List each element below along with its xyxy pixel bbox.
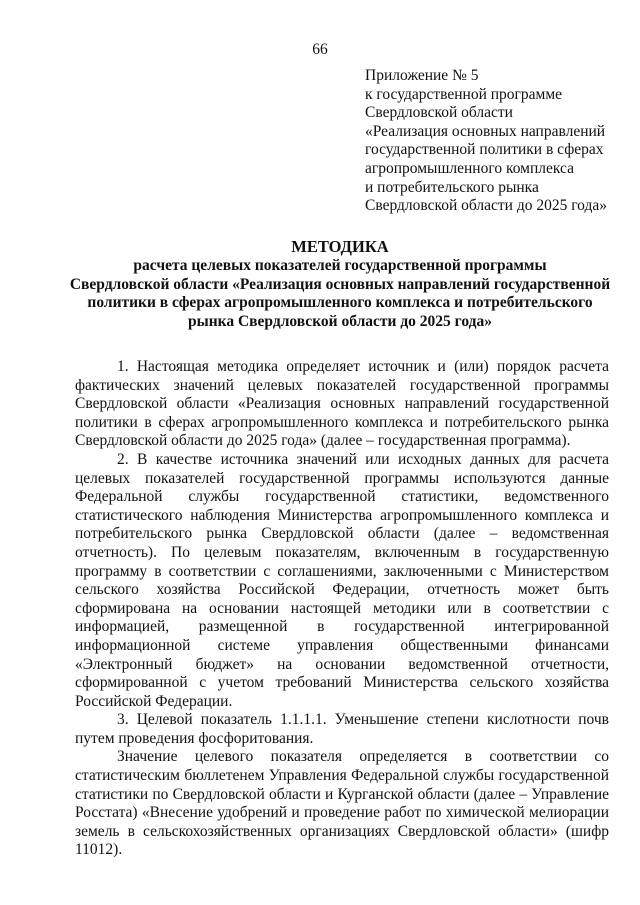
appendix-block: [365, 67, 625, 216]
document-body: [75, 358, 609, 860]
appendix-line: Приложение № 5: [365, 67, 479, 84]
title-line: рынка Свердловской области до 2025 года»: [188, 313, 492, 331]
paragraph-3: 3. Целевой показатель 1.1.1.1. Уменьшение степени кислотности почв путем проведения фосфоритования.: [75, 711, 609, 747]
page-number: 66: [312, 41, 328, 58]
appendix-line: агропромышленного комплекса: [365, 159, 574, 177]
paragraph-1: 1. Настоящая методика определяет источник и (или) порядок расчета фактических значений целевых показателей государственной программы Свердловской области «Реализация основных направлений государственной политики в сферах агропромышленного комплекса и потребительского рынка Свердловской области до 2025 года» (далее – государственная программа).: [75, 358, 609, 450]
appendix-line: «Реализация основных направлений: [365, 122, 606, 140]
appendix-line: Свердловской области до 2025 года»: [365, 197, 607, 215]
paragraph-2: 2. В качестве источника значений или исходных данных для расчета целевых показателей государственной программы используются данные Федеральной службы государственной статистики, ведомственного статистического наблюдения Министерства агропромышленного комплекса и потребительского рынка Свердловской области (далее – ведомственная отчетность). По целевым показателям, включенным в государственную программу в соответствии с соглашениями, заключенными с Министерством сельского хозяйства Российской Федерации, отчетность может быть сформирована на основании настоящей методики или в соответствии с информацией, размещенной в государственной интегрированной информационной системе управления общественными финансами «Электронный бюджет» на основании ведомственной отчетности, сформированной с учетом требований Министерства сельского хозяйства Российской Федерации.: [75, 450, 609, 710]
title-line: расчета целевых показателей государственной программы: [133, 256, 547, 274]
title-line: политики в сферах агропромышленного комплекса и потребительского: [87, 294, 593, 312]
appendix-line: к государственной программе: [365, 85, 563, 103]
appendix-line: государственной политики в сферах: [365, 141, 604, 159]
paragraph-4: Значение целевого показателя определяется в соответствии со статистическим бюллетенем Управления Федеральной службы государственной статистики по Свердловской области и Курганской области (далее – Управление Росстата) «Внесение удобрений и проведение работ по химической мелиорации земель в сельскохозяйственных организациях Свердловской области» (шифр 11012).: [75, 748, 609, 859]
document-title: [60, 238, 620, 332]
appendix-line: Свердловской области: [365, 104, 513, 122]
title-line: Свердловской области «Реализация основных направлений государственной: [69, 275, 611, 293]
appendix-line: и потребительского рынка: [365, 178, 539, 196]
title-heading: МЕТОДИКА: [291, 237, 389, 256]
